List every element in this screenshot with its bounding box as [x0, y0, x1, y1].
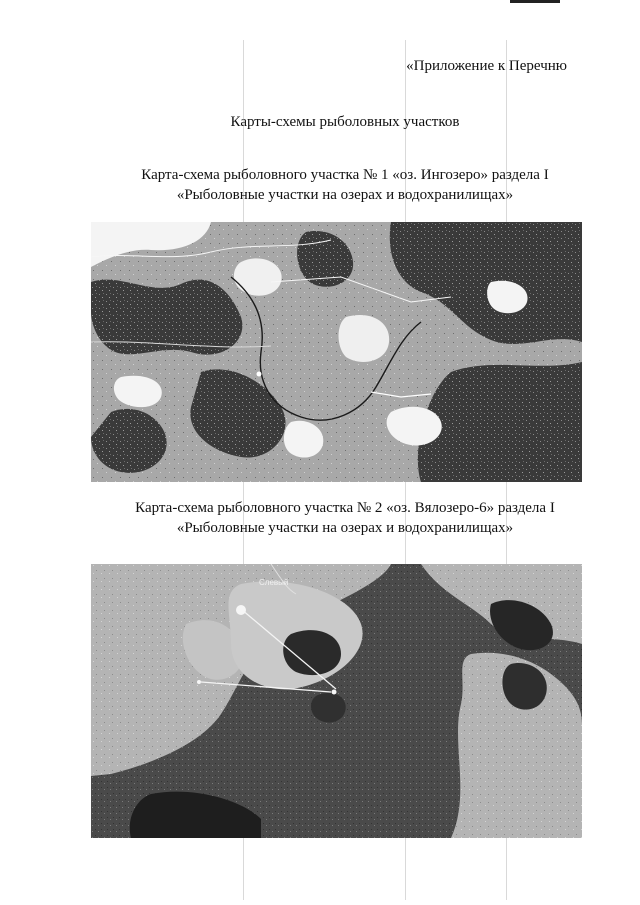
map-caption-1: [0, 165, 640, 205]
page-title: Карты-схемы рыболовных участков: [230, 114, 460, 130]
map-2-point-label: Слевый: [259, 578, 289, 587]
scan-artifact-mark: [510, 0, 560, 3]
map-1-graphic: [91, 222, 582, 482]
appendix-label: «Приложение к Перечню: [406, 58, 567, 74]
map-caption-2: [0, 498, 640, 538]
map-caption-2-line2: «Рыболовные участки на озерах и водохранилищах»: [176, 520, 514, 536]
fishing-area-map-2: [91, 564, 582, 838]
map-caption-1-line1: Карта-схема рыболовного участка № 1 «оз. Ингозеро» раздела I: [141, 167, 549, 183]
map-caption-1-line2: «Рыболовные участки на озерах и водохранилищах»: [176, 187, 514, 203]
map-caption-2-line1: Карта-схема рыболовного участка № 2 «оз. Вялозеро-6» раздела I: [135, 500, 555, 516]
fishing-area-map-1: [91, 222, 582, 482]
map-2-graphic: [91, 564, 582, 838]
